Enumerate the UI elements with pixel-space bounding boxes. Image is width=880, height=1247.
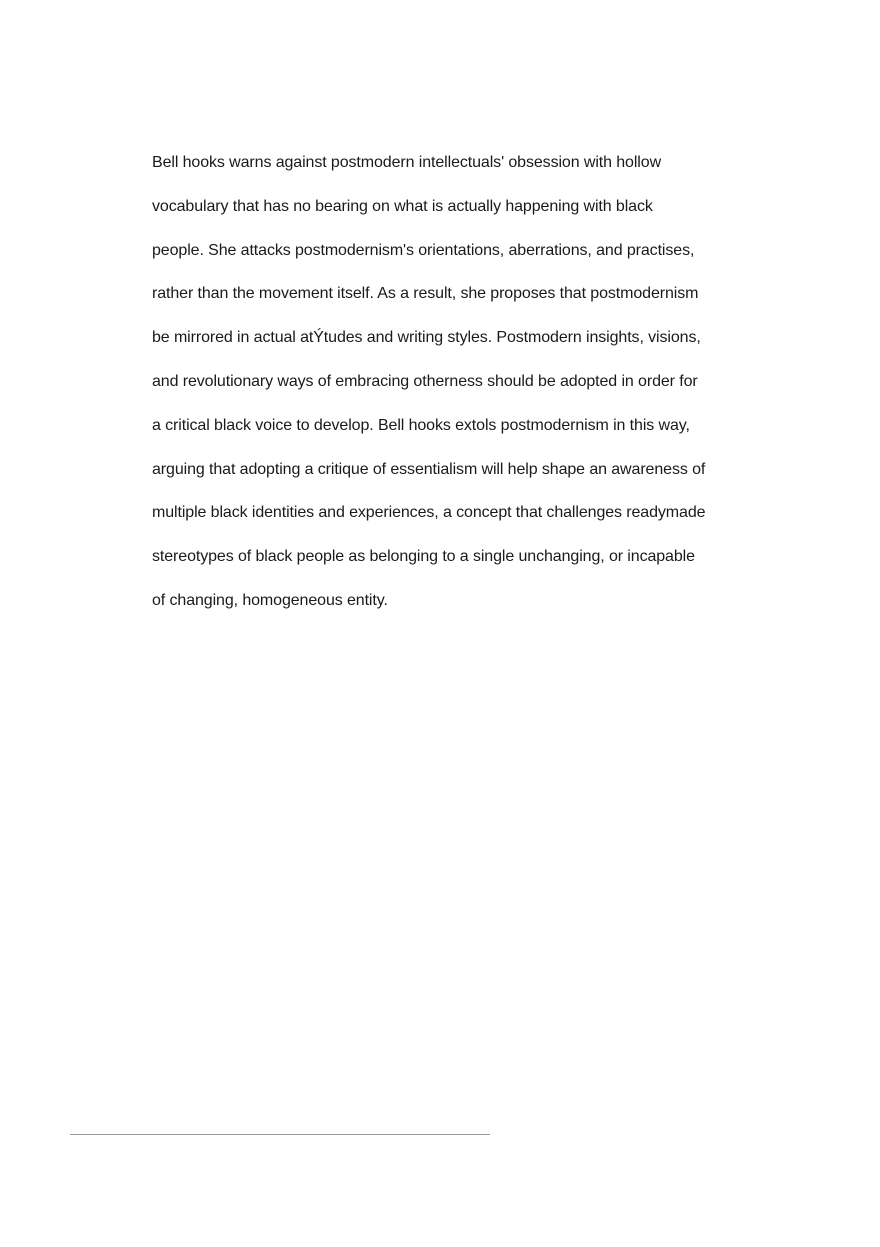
paragraph-line-3: people. She attacks postmodernism's orientations, aberrations, and practises, xyxy=(152,241,695,259)
paragraph-line-5: be mirrored in actual atÝtudes and writing styles. Postmodern insights, visions, xyxy=(152,329,701,347)
footnote-separator xyxy=(70,1134,490,1135)
paragraph-line-8: arguing that adopting a critique of essentialism will help shape an awareness of xyxy=(152,460,706,478)
paragraph-line-7: a critical black voice to develop. Bell hooks extols postmodernism in this way, xyxy=(152,416,690,434)
paragraph-line-10: stereotypes of black people as belonging to a single unchanging, or incapable xyxy=(152,548,695,566)
paragraph-line-1: Bell hooks warns against postmodern intellectuals' obsession with hollow xyxy=(152,154,662,171)
paragraph-line-4: rather than the movement itself. As a result, she proposes that postmodernism xyxy=(152,285,699,303)
body-paragraph xyxy=(152,148,742,630)
paragraph-line-6: and revolutionary ways of embracing otherness should be adopted in order for xyxy=(152,372,698,390)
paragraph-line-2: vocabulary that has no bearing on what is actually happening with black xyxy=(152,197,653,215)
paragraph-line-9: multiple black identities and experiences, a concept that challenges readymade xyxy=(152,504,706,522)
paragraph-line-11: of changing, homogeneous entity. xyxy=(152,591,388,609)
